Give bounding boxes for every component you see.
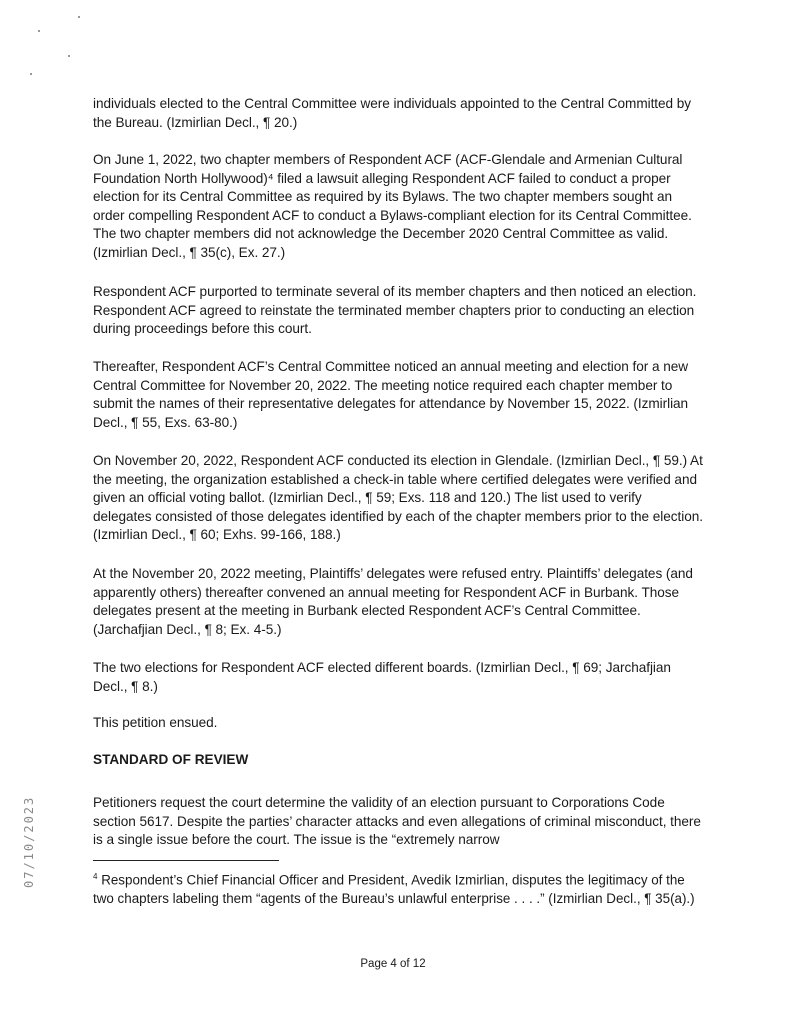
paragraph-standard-of-review: Petitioners request the court determine the validity of an election pursuant to Corporations Code section 5617. Despite the parties’ character attacks and even allegations of criminal misconduct, there is a single issue before the court. The issue is the “extremely narrow <box>93 795 701 848</box>
footnote <box>93 868 703 908</box>
paragraph-annual-meeting-notice: Thereafter, Respondent ACF’s Central Committee noticed an annual meeting and election for a new Central Committee for November 20, 2022. The meeting notice required each chapter member to submit the names of their representative delegates for attendance by November 15, 2022. (Izmirlian Decl., ¶ 55, Exs. 63-80.) <box>93 359 689 430</box>
scan-speck <box>78 16 80 18</box>
footnote-separator <box>93 860 279 861</box>
scan-speck <box>38 30 40 32</box>
scan-speck <box>30 73 32 75</box>
footnote-marker: 4 <box>93 872 98 881</box>
paragraph-petition-ensued: This petition ensued. <box>93 715 218 730</box>
paragraph-glendale-election: On November 20, 2022, Respondent ACF conducted its election in Glendale. (Izmirlian Decl., ¶ 59.) At the meeting, the organization established a check-in table where certified delegates were verified and given an official voting ballot. (Izmirlian Decl., ¶ 59; Exs. 118 and 120.) The list used to verify delegates consisted of those delegates identified by each of the chapter members prior to the election. (Izmirlian Decl., ¶ 60; Exhs. 99-166, 188.) <box>93 453 703 543</box>
paragraph-terminate-chapters: Respondent ACF purported to terminate several of its member chapters and then noticed an election. Respondent ACF agreed to reinstate the terminated member chapters prior to conducting an election during proceedings before this court. <box>93 284 697 337</box>
section-heading: STANDARD OF REVIEW <box>93 752 249 767</box>
paragraph-central-committee: individuals elected to the Central Committee were individuals appointed to the Central Committed by the Bureau. (Izmirlian Decl., ¶ 20.) <box>93 96 692 130</box>
page-number: Page 4 of 12 <box>360 958 426 970</box>
scan-speck <box>68 55 70 57</box>
paragraph-burbank-meeting: At the November 20, 2022 meeting, Plaintiffs’ delegates were refused entry. Plaintiffs’ delegates (and apparently others) thereafter convened an annual meeting for Respondent ACF in Burbank. Those delegates present at the meeting in Burbank elected Respondent ACF’s Central Committee. (Jarchafjian Decl., ¶ 8; Ex. 4-5.) <box>93 566 693 637</box>
filing-date-stamp: 07/10/2023 <box>22 795 36 888</box>
paragraph-two-elections: The two elections for Respondent ACF elected different boards. (Izmirlian Decl., ¶ 69; Jarchafjian Decl., ¶ 8.) <box>93 660 671 694</box>
footnote-text: Respondent’s Chief Financial Officer and President, Avedik Izmirlian, disputes the legitimacy of the two chapters labeling them “agents of the Bureau’s unlawful enterprise . . . .” (Izmirlian Decl., ¶ 35(a).) <box>93 872 695 906</box>
paragraph-june-lawsuit: On June 1, 2022, two chapter members of Respondent ACF (ACF-Glendale and Armenian Cultural Foundation North Hollywood)⁴ filed a lawsuit alleging Respondent ACF failed to conduct a proper election for its Central Committee as required by its Bylaws. The two chapter members sought an order compelling Respondent ACF to conduct a Bylaws-compliant election for its Central Committee. The two chapter members did not acknowledge the December 2020 Central Committee as valid. (Izmirlian Decl., ¶ 35(c), Ex. 27.) <box>93 152 692 260</box>
